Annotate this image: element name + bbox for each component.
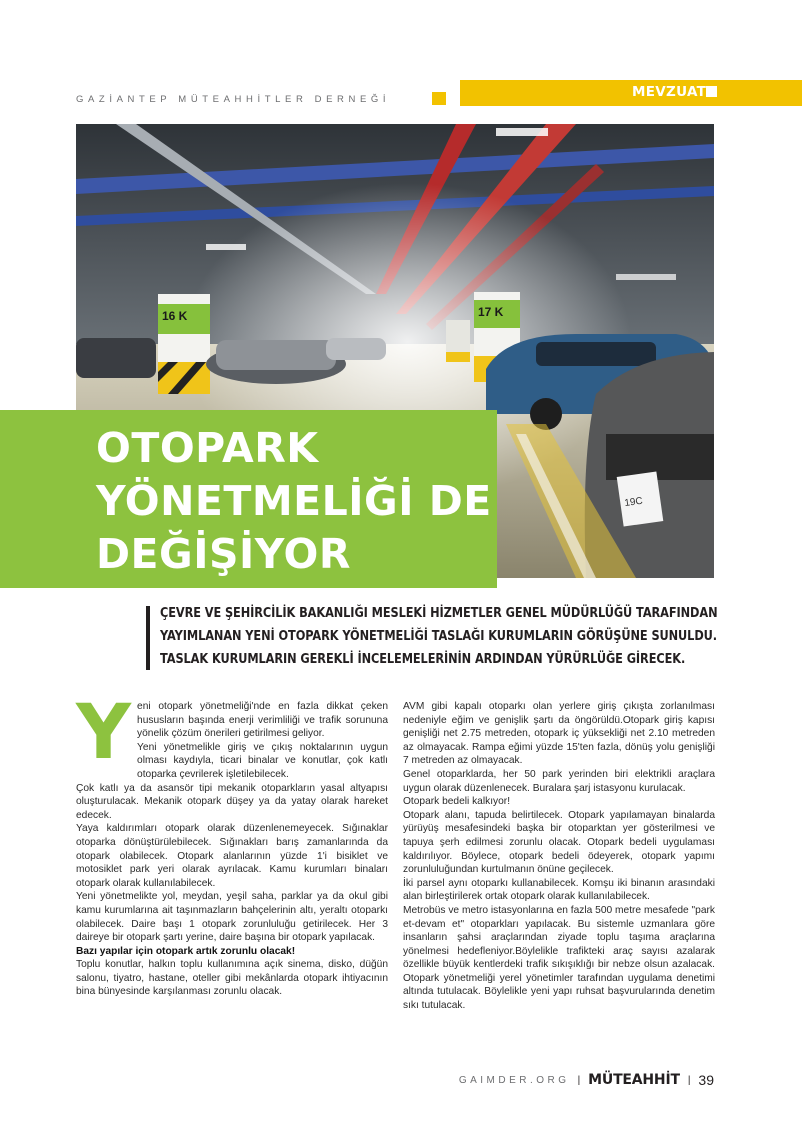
paragraph: Yaya kaldırımları otopark olarak düzenlenemeyecek. Sığınaklar otoparka dönüştürülebilecek. Sığınakları barış zamanlarında da otopark olabilecek. Otopark alanlarının yüzde 1'i bisiklet ve motosiklet park yeri olarak ayrılacak. Kamu kurumları binaları otopark olarak kullanılabilecek. xyxy=(76,823,388,889)
text-column-right xyxy=(403,700,715,1013)
section-tab xyxy=(460,80,802,106)
paragraph: eni otopark yönetmeliği'nde en fazla dikkat çeken hususların başında enerji verimliliği ve trafik sorununa yönelik çözüm önerileri getirilmesi geliyor. xyxy=(137,701,388,740)
paragraph: Yeni yönetmelikte yol, meydan, yeşil saha, parklar ya da okul gibi kamu kurumlarına ait taşınmazların bahçelerinin altı, yeraltı otoparkı olabilecek. Daire başı 1 otopark zorunluluğu getirilecek. Her 3 daireye bir otopark şartı yerine, daire başına bir otopark yapılacak. xyxy=(76,891,388,944)
license-plate: 19C xyxy=(623,495,644,510)
pillar-sign-right: 17 K xyxy=(478,305,504,319)
article-lead: ÇEVRE VE ŞEHİRCİLİK BAKANLIĞI MESLEKİ HİZMETLER GENEL MÜDÜRLÜĞÜ TARAFINDAN YAYIMLANAN YENİ OTOPARK YÖNETMELİĞİ TASLAĞI KURUMLARIN GÖRÜŞÜNE SUNULDU. TASLAK KURUMLARIN GEREKLİ İNCELEMELERİNİN ARDINDAN YÜRÜRLÜĞE GİRECEK. xyxy=(160,606,718,667)
article-title: OTOPARK YÖNETMELİĞİ DE DEĞİŞİYOR xyxy=(96,424,492,578)
page-footer xyxy=(459,1072,714,1088)
square-icon xyxy=(706,86,717,97)
paragraph: Otopark bedeli kalkıyor! xyxy=(403,796,511,808)
pillar-sign-left: 16 K xyxy=(162,309,188,323)
footer-separator: | xyxy=(577,1074,581,1086)
paragraph: Yeni yönetmelikle giriş ve çıkış noktalarının uygun olması kaydıyla, ticari binalar ve konutlar, çok katlı otoparka çevrilerek işletilebilecek. xyxy=(137,741,388,780)
subheading: Bazı yapılar için otopark artık zorunlu olacak! xyxy=(76,945,296,957)
paragraph: Toplu konutlar, halkın toplu kullanımına açık sinema, disko, düğün salonu, tiyatro, hastane, oteller gibi mekânlarda otopark ihtiyacının bina bünyesinde karşılanması zorunlu olacak. xyxy=(76,959,388,998)
paragraph: Çok katlı ya da asansör tipi mekanik otoparkların yasal altyapısı oluşturulacak. Mekanik otopark düşey ya da yatay olarak hareket edecek. xyxy=(76,782,388,821)
organization-name: GAZİANTEP MÜTEAHHİTLER DERNEĞİ xyxy=(76,94,391,105)
magazine-brand: MÜTEAHHİT xyxy=(588,1072,680,1088)
text-column-left xyxy=(76,687,388,999)
footer-separator: | xyxy=(687,1074,691,1086)
header-accent xyxy=(432,92,446,105)
paragraph: AVM gibi kapalı otoparkı olan yerlere giriş çıkışta zorlanılması nedeniyle eğim ve genişlik şartı da öngörüldü.Otopark giriş kapısı genişliği net 2.75 metreden, otopark iç yüksekliği net 2.10 metreden az olmayacak. Rampa eğimi yüzde 15'ten fazla, dönüş yolu genişliği 7 metreden az olmayacak. xyxy=(403,701,715,767)
section-label: MEVZUAT xyxy=(632,84,707,100)
lead-accent-bar xyxy=(146,606,150,670)
drop-cap: Y xyxy=(76,687,132,776)
website-link[interactable]: GAIMDER.ORG xyxy=(458,1074,570,1086)
paragraph: Otopark alanı, tapuda belirtilecek. Otopark yapılamayan binalarda yürüyüş mesafesindeki başka bir otoparktan yer gösterilmesi ve tapuya şerh edilmesi zorunlu olacak. Otopark bedeli uygulaması kaldırılıyor. Böylece, otopark bedeli ödeyerek, otopark yapımı zorunluluğundan kurtulmanın önüne geçilecek. xyxy=(403,809,715,876)
page-number: 39 xyxy=(698,1072,714,1088)
paragraph: İki parsel aynı otoparkı kullanabilecek. Komşu iki binanın arasındaki alan birleştirilerek ortak otopark olarak kullanılabilecek. xyxy=(403,877,715,903)
paragraph: Genel otoparklarda, her 50 park yerinden biri elektrikli araçlara uygun olarak düzenlenecek. Buralara şarj istasyonu kurulacak. xyxy=(403,768,715,794)
paragraph: Metrobüs ve metro istasyonlarına en fazla 500 metre mesafede "park et-devam et" otoparkları yapılacak. Bu sistemle uzmanlara göre insanların şahsi araçlarından ziyade toplu taşıma araçlarına yönelmesi hedefleniyor.Böylelikle trafikteki araç sayısı azalarak özellikle büyük kentlerdeki trafik sıkışıklığı bir nebze olsun azalacak. Otopark yönetmeliği yerel yönetimler tarafından uygulama denetimi altında tutulacak. Böylelikle yeni yapı ruhsat başvurularında denetim sıkı tutulacak. xyxy=(403,904,715,1012)
